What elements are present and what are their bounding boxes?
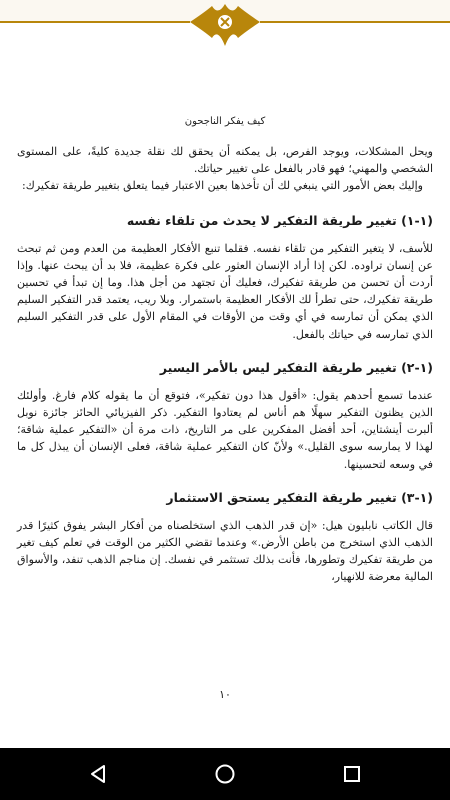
section-body: قال الكاتب نابليون هيل: «إن قدر الذهب الذي استخلصناه من أفكار البشر يفوق كثيرًا قدر الذهب الذي استخرج من باطن الأرض.» وعندما تقضي الكثير من الوقت في تعلم كيف تغير من طريقة تفكيرك وتطورها، فأنت بذلك تستثمر في نفسك. إن مناجم الذهب تنفد، والأسواق المالية معرضة للانهيار،	[17, 518, 433, 584]
back-icon	[87, 763, 109, 785]
home-icon	[214, 763, 236, 785]
home-button[interactable]	[195, 748, 255, 800]
recents-icon	[341, 763, 363, 785]
header-ornament	[0, 0, 450, 52]
section-heading: (١-٢) تغيير طريقة التفكير ليس بالأمر اليسير	[159, 359, 433, 375]
book-title: كيف يفكر الناجحون	[184, 116, 266, 127]
paragraph: ويحل المشكلات، ويوجد الفرص، بل يمكنه أن يحقق لك نقلة جديدة كليةً، على المستوى الشخصي والمهني؛ فهو قادر بالفعل على تغيير حياتك.	[17, 145, 433, 176]
recents-button[interactable]	[322, 748, 382, 800]
section-heading: (١-١) تغيير طريقة التفكير لا يحدث من تلقاء نفسه	[126, 212, 433, 228]
section-heading: (١-٣) تغيير طريقة التفكير يستحق الاستثمار	[166, 489, 433, 505]
page-number: ١٠	[219, 688, 231, 701]
back-button[interactable]	[68, 748, 128, 800]
page-content	[17, 143, 433, 586]
navigation-bar	[0, 748, 450, 800]
section-body: عندما تسمع أحدهم يقول: «أقول هذا دون تفكير»، فتوقع أن ما يقوله كلام فارغ. وأولئك الذين يظنون التفكير سهلًا هم أناس لم يعتادوا التفكير. ذكر الفيزيائي الحائز جائزة نوبل ألبرت أينشتاين، أحد أفضل المفكرين على مر التاريخ، ذات مرة أن «التفكير عملية شاقة؛ لهذا لا يمارسه سوى القليل.» ولأنّ كان التفكير عملية شاقة، فعلى الإنسان أن يبذل كل ما في وسعه لتحسينها.	[17, 388, 433, 471]
paragraph: وإليك بعض الأمور التي ينبغي لك أن تأخذها بعين الاعتبار فيما يتعلق بتغيير طريقة تفكيرك:	[22, 179, 423, 193]
section-body: للأسف، لا يتغير التفكير من تلقاء نفسه. فقلما تنبع الأفكار العظيمة من العدم ومن ثم تبحث عن إنسان تراوده. لكن إذا أراد الإنسان العثور على فكرة عظيمة، فلا بد أن يبحث عنها. وإذا أردت أن تحسن من طريقة تفكيرك، فعليك أن تجتهد من أجل هذا. وما إن تبدأ في تحسين طريقة تفكيرك، حتى تطرأ لك الأفكار العظيمة باستمرار. وبلا ريب، يعتمد قدر التفكير السليم الذي يمكن أن تمارسه في أي وقت من الأوقات في المقام الأول على قدر التفكير السليم الذي تمارسه في حياتك بالفعل.	[17, 241, 433, 341]
